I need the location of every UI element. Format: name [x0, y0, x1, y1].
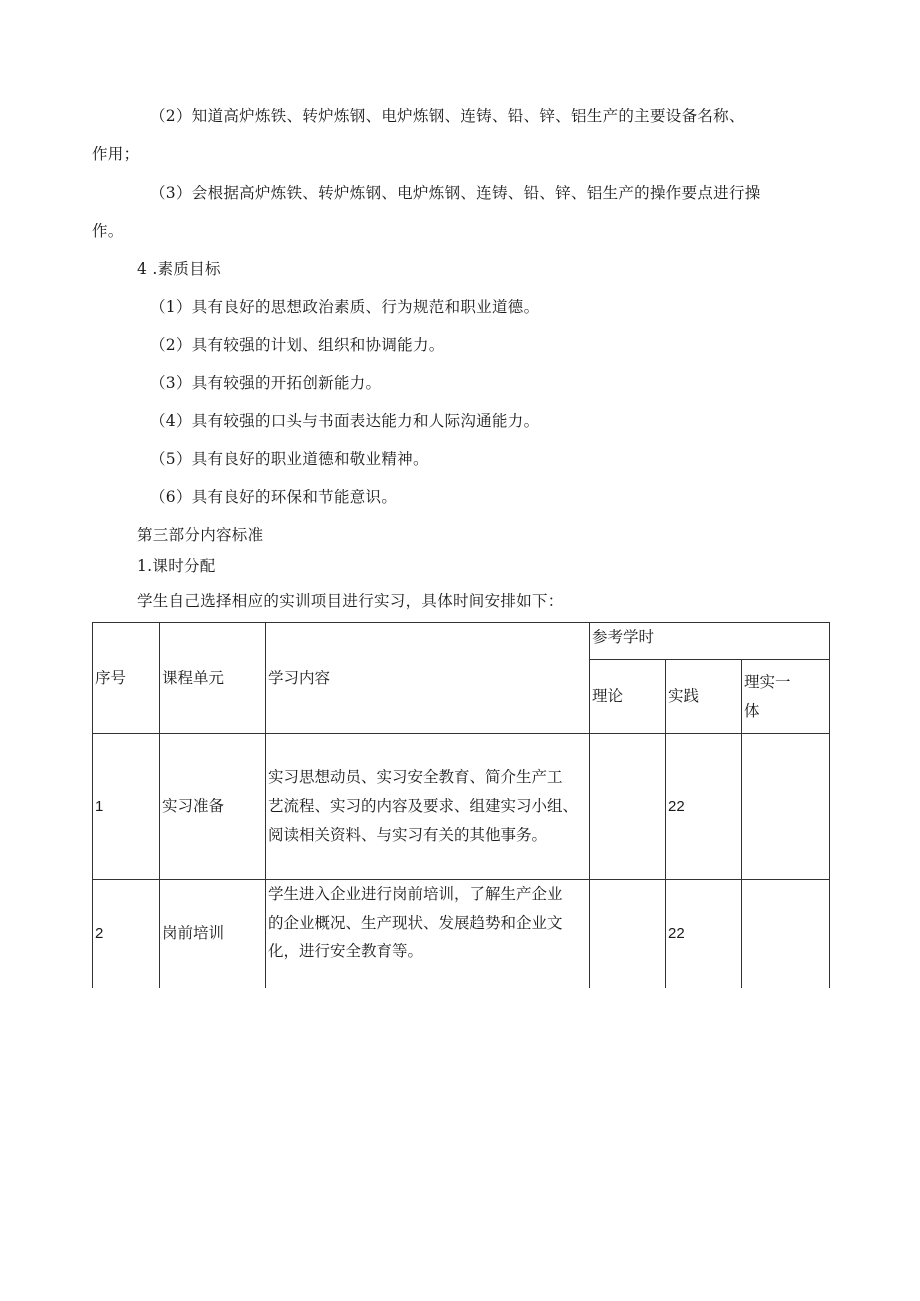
- header-content: 学习内容: [266, 623, 590, 734]
- row-1-content: [266, 734, 590, 880]
- row-2-integrated: [742, 880, 830, 988]
- quality-item-3: （3）具有较强的开拓创新能力。: [150, 374, 382, 392]
- header-integrated-line2: 体: [744, 701, 760, 720]
- row-2-theory: [590, 880, 666, 988]
- quality-item-6: （6）具有良好的环保和节能意识。: [150, 488, 398, 506]
- row-2-content: [266, 880, 590, 988]
- header-seq: 序号: [93, 623, 160, 734]
- skill-item-2-continuation: 作用；: [92, 145, 140, 163]
- table-row: [93, 880, 830, 988]
- skill-item-2-text: 知道高炉炼铁、转炉炼钢、电炉炼钢、连铸、铅、锌、铝生产的主要设备名称、: [191, 107, 745, 125]
- header-integrated: [742, 660, 830, 734]
- row-2-seq: 2: [93, 880, 160, 988]
- row-1-content-line: 阅读相关资料、与实习有关的其他事务。: [268, 825, 548, 844]
- quality-item-4: （4）具有较强的口头与书面表达能力和人际沟通能力。: [150, 412, 540, 430]
- quality-heading: 4 .素质目标: [137, 260, 221, 278]
- quality-item-1: （1）具有良好的思想政治素质、行为规范和职业道德。: [150, 298, 540, 316]
- quality-item-5: （5）具有良好的职业道德和敬业精神。: [150, 450, 429, 468]
- skill-item-3-number: （3）: [150, 184, 192, 202]
- skill-item-3-continuation: 作。: [92, 222, 124, 240]
- row-1-practice: 22: [666, 734, 742, 880]
- part3-intro: 学生自己选择相应的实训项目进行实习，具体时间安排如下：: [137, 592, 564, 610]
- header-ref-hours: 参考学时: [590, 623, 830, 660]
- row-1-theory: [590, 734, 666, 880]
- skill-item-3: [150, 181, 761, 203]
- skill-item-2-number: （2）: [150, 107, 192, 125]
- table-header-row: [93, 623, 830, 660]
- quality-item-2: （2）具有较强的计划、组织和协调能力。: [150, 336, 445, 354]
- table-row: [93, 734, 830, 880]
- row-2-content-line: 化，进行安全教育等。: [268, 942, 424, 961]
- row-1-content-line: 实习思想动员、实习安全教育、简介生产工: [268, 768, 563, 787]
- row-2-content-line: 的企业概况、生产现状、发展趋势和企业文: [268, 913, 563, 932]
- header-practice: 实践: [666, 660, 742, 734]
- row-2-unit: 岗前培训: [160, 880, 266, 988]
- skill-item-2: [150, 104, 745, 126]
- row-1-seq: 1: [93, 734, 160, 880]
- header-integrated-line1: 理实一: [744, 672, 791, 691]
- row-1-unit: 实习准备: [160, 734, 266, 880]
- header-theory: 理论: [590, 660, 666, 734]
- row-1-content-line: 艺流程、实习的内容及要求、组建实习小组、: [268, 797, 579, 816]
- part3-title: 第三部分内容标准: [137, 526, 264, 544]
- row-2-content-line: 学生进入企业进行岗前培训，了解生产企业: [268, 885, 563, 903]
- row-1-integrated: [742, 734, 830, 880]
- header-unit: 课程单元: [160, 623, 266, 734]
- skill-item-3-text: 会根据高炉炼铁、转炉炼钢、电炉炼钢、连铸、铅、锌、铝生产的操作要点进行操: [191, 184, 761, 202]
- row-2-practice: 22: [666, 880, 742, 988]
- part3-subheading: 1.课时分配: [137, 557, 216, 575]
- hours-table: [92, 622, 830, 988]
